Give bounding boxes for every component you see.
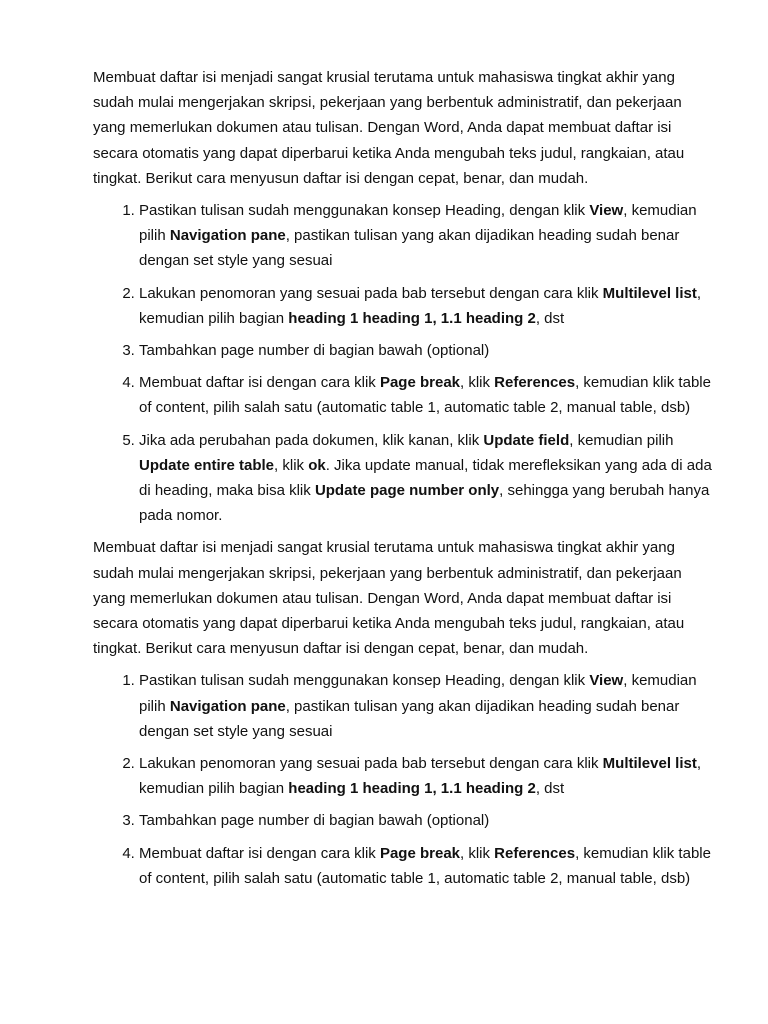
steps-list	[93, 668, 713, 891]
list-item: 2. Lakukan penomoran yang sesuai pada bab tersebut dengan cara klik Multilevel list, kemudian pilih bagian heading 1 heading 1, 1.1 heading 2, dst	[139, 281, 713, 331]
list-item: 4. Membuat daftar isi dengan cara klik Page break, klik References, kemudian klik table of content, pilih salah satu (automatic table 1, automatic table 2, manual table, dsb)	[139, 841, 713, 891]
list-item: 3. Tambahkan page number di bagian bawah (optional)	[139, 808, 713, 833]
list-item: 1. Pastikan tulisan sudah menggunakan konsep Heading, dengan klik View, kemudian pilih Navigation pane, pastikan tulisan yang akan dijadikan heading sudah benar dengan set style yang sesuai	[139, 198, 713, 274]
document-page	[93, 65, 713, 898]
list-item: 5. Jika ada perubahan pada dokumen, klik kanan, klik Update field, kemudian pilih Update entire table, klik ok. Jika update manual, tidak merefleksikan yang ada di ada di heading, maka bisa klik Update page number only, sehingga yang berubah hanya pada nomor.	[139, 428, 713, 529]
steps-list	[93, 198, 713, 528]
list-item: 2. Lakukan penomoran yang sesuai pada bab tersebut dengan cara klik Multilevel list, kemudian pilih bagian heading 1 heading 1, 1.1 heading 2, dst	[139, 751, 713, 801]
list-item: 4. Membuat daftar isi dengan cara klik Page break, klik References, kemudian klik table of content, pilih salah satu (automatic table 1, automatic table 2, manual table, dsb)	[139, 370, 713, 420]
intro-paragraph: Membuat daftar isi menjadi sangat krusial terutama untuk mahasiswa tingkat akhir yang sudah mulai mengerjakan skripsi, pekerjaan yang berbentuk administratif, dan pekerjaan yang memerlukan dokumen atau tulisan. Dengan Word, Anda dapat membuat daftar isi secara otomatis yang dapat diperbarui ketika Anda mengubah teks judul, rangkaian, atau tingkat. Berikut cara menyusun daftar isi dengan cepat, benar, dan mudah.	[93, 539, 685, 658]
list-item: 1. Pastikan tulisan sudah menggunakan konsep Heading, dengan klik View, kemudian pilih Navigation pane, pastikan tulisan yang akan dijadikan heading sudah benar dengan set style yang sesuai	[139, 668, 713, 744]
intro-paragraph: Membuat daftar isi menjadi sangat krusial terutama untuk mahasiswa tingkat akhir yang sudah mulai mengerjakan skripsi, pekerjaan yang berbentuk administratif, dan pekerjaan yang memerlukan dokumen atau tulisan. Dengan Word, Anda dapat membuat daftar isi secara otomatis yang dapat diperbarui ketika Anda mengubah teks judul, rangkaian, atau tingkat. Berikut cara menyusun daftar isi dengan cepat, benar, dan mudah.	[93, 69, 685, 187]
list-item: 3. Tambahkan page number di bagian bawah (optional)	[139, 338, 713, 363]
